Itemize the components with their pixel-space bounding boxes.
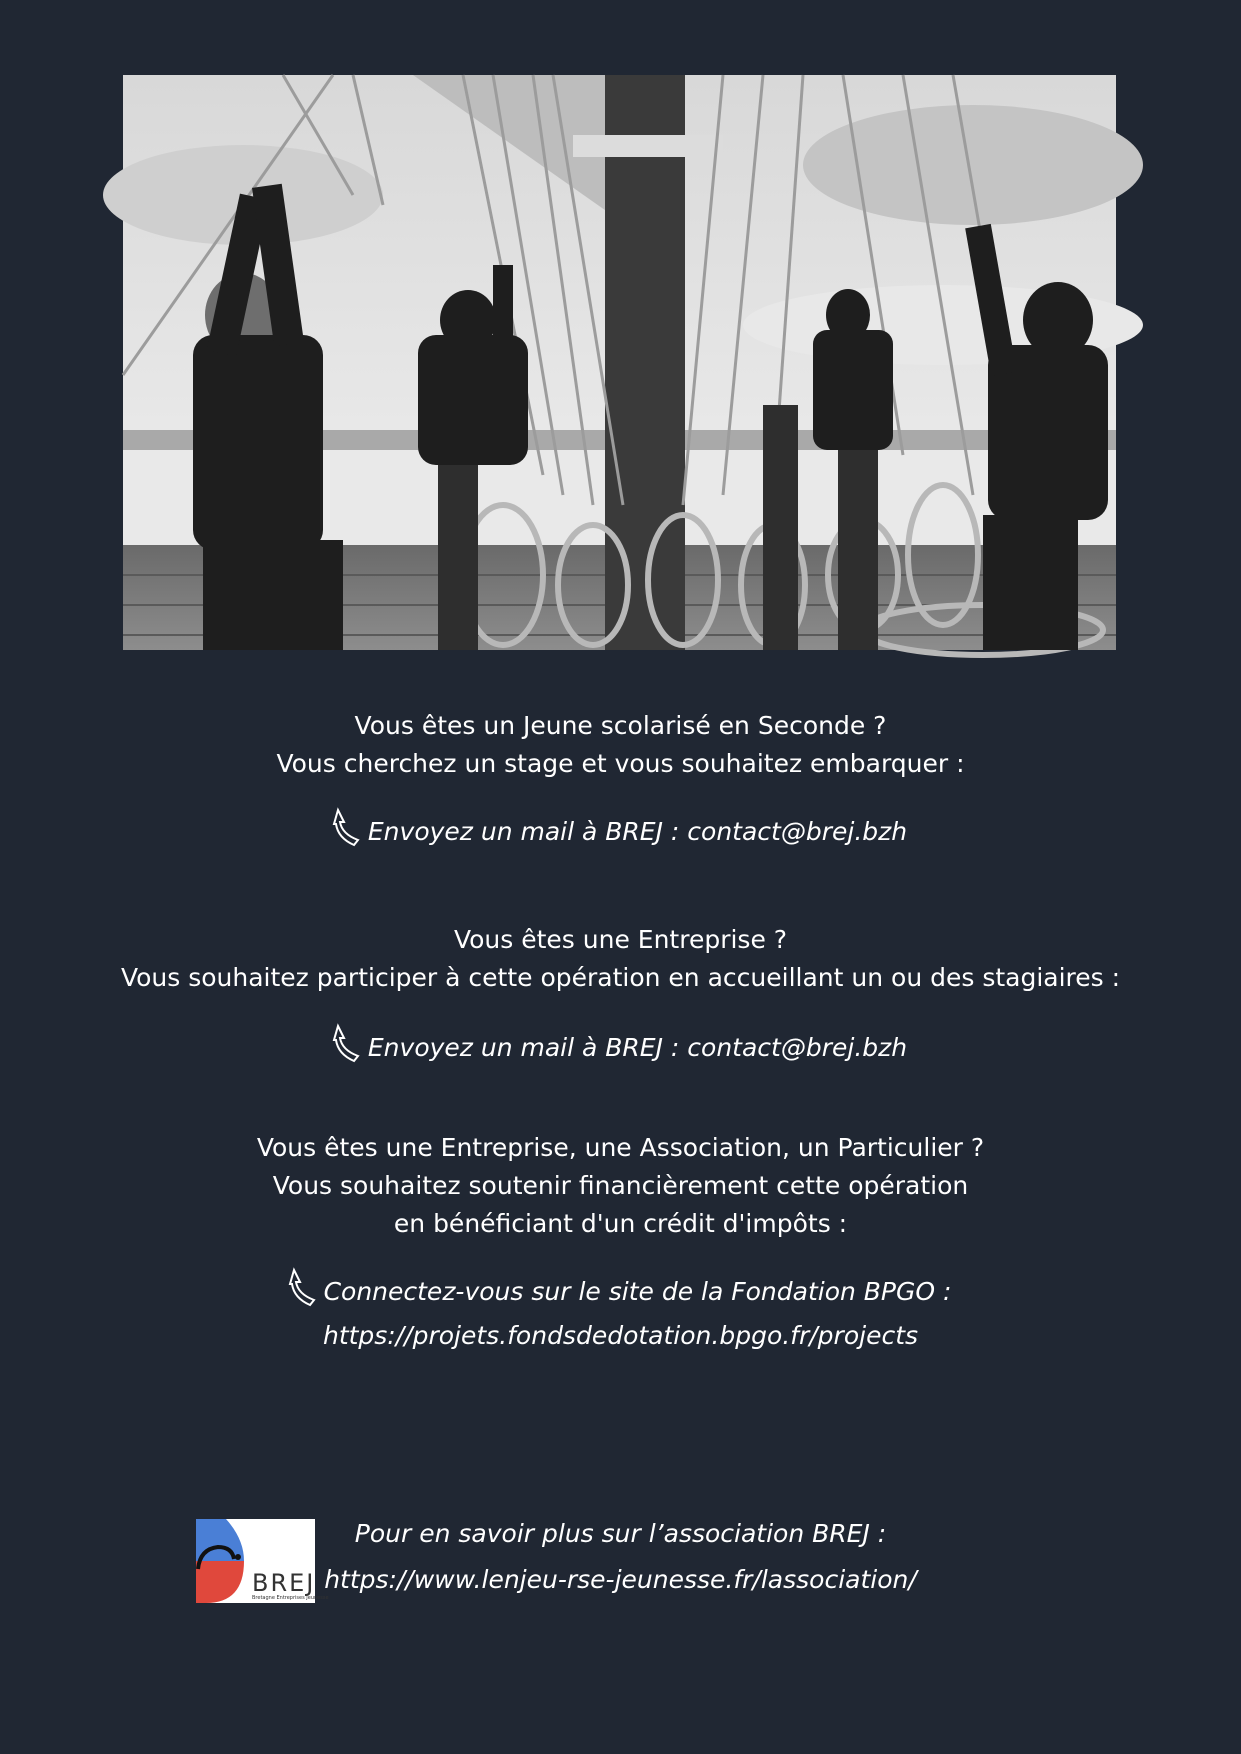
curved-arrow-icon: [290, 1268, 318, 1317]
section-sponsor-action: [0, 1268, 1241, 1355]
section-subheading: Vous cherchez un stage et vous souhaitez embarquer :: [276, 749, 965, 778]
section-company: [0, 921, 1241, 997]
section-subheading: en bénéficiant d'un crédit d'impôts :: [393, 1209, 848, 1238]
section-subheading: Vous souhaitez participer à cette opération en accueillant un ou des stagiaires :: [120, 963, 1121, 992]
brej-logo: [196, 1519, 329, 1603]
section-subheading: Vous souhaitez soutenir financièrement cette opération: [272, 1171, 969, 1200]
sailing-crew-photo: [123, 75, 1116, 650]
footer-info: Pour en savoir plus sur l’association BREJ :: [354, 1519, 887, 1548]
section-heading: Vous êtes un Jeune scolarisé en Seconde ?: [354, 711, 887, 740]
curved-arrow-icon: [334, 808, 362, 857]
section-heading: Vous êtes une Entreprise, une Association, un Particulier ?: [256, 1133, 985, 1162]
foundation-link[interactable]: https://projets.fondsdedotation.bpgo.fr/projects: [322, 1321, 919, 1350]
section-company-action: [0, 1024, 1241, 1073]
section-sponsor: [0, 1129, 1241, 1243]
email-link[interactable]: Envoyez un mail à BREJ : contact@brej.bzh: [367, 1033, 908, 1062]
logo-text: BREJ: [252, 1569, 316, 1597]
section-student: [0, 707, 1241, 783]
email-link[interactable]: Envoyez un mail à BREJ : contact@brej.bzh: [367, 817, 908, 846]
hero-photo: [123, 75, 1116, 650]
foundation-text: Connectez-vous sur le site de la Fondation BPGO :: [323, 1277, 952, 1306]
section-student-action: [0, 808, 1241, 857]
footer-link[interactable]: https://www.lenjeu-rse-jeunesse.fr/lassociation/: [324, 1565, 917, 1594]
curved-arrow-icon: [334, 1024, 362, 1073]
logo-subtext: Bretagne Entreprises Jeunesse: [252, 1595, 329, 1601]
section-heading: Vous êtes une Entreprise ?: [453, 925, 788, 954]
